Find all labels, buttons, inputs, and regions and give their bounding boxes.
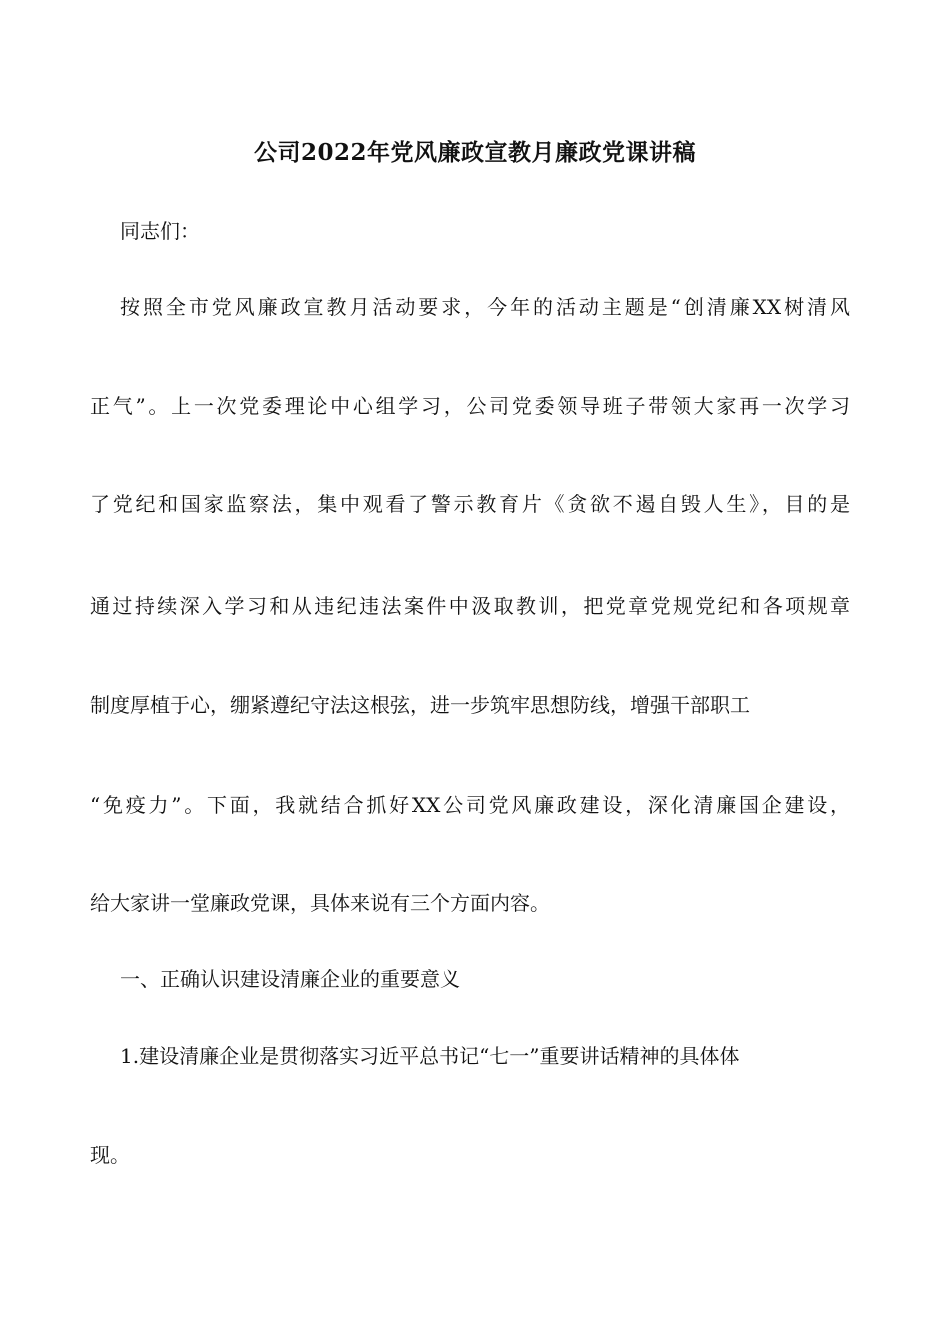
salutation: 同志们： [120, 219, 200, 243]
intro-line-3: 了党纪和国家监察法，集中观看了警示教育片《贪欲不遏自毁人生》，目的是 [90, 492, 850, 516]
intro-line-5: 制度厚植于心，绷紧遵纪守法这根弦，进一步筑牢思想防线，增强干部职工 [90, 693, 750, 717]
intro-line-7: 给大家讲一堂廉政党课，具体来说有三个方面内容。 [90, 891, 550, 915]
point-line-1: 1.建设清廉企业是贯彻落实习近平总书记“七一”重要讲话精神的具体体 [120, 1044, 740, 1068]
intro-line-2: 正气”。上一次党委理论中心组学习，公司党委领导班子带领大家再一次学习 [90, 394, 850, 418]
section-heading: 一、正确认识建设清廉企业的重要意义 [120, 967, 460, 991]
intro-line-6: “免疫力”。下面，我就结合抓好XX公司党风廉政建设，深化清廉国企建设， [90, 793, 850, 817]
intro-line-1: 按照全市党风廉政宣教月活动要求，今年的活动主题是“创清廉XX树清风 [120, 295, 850, 319]
document-title: 公司2022年党风廉政宣教月廉政党课讲稿 [253, 139, 696, 166]
point-line-2: 现。 [90, 1143, 130, 1167]
intro-line-4: 通过持续深入学习和从违纪违法案件中汲取教训，把党章党规党纪和各项规章 [90, 594, 850, 618]
